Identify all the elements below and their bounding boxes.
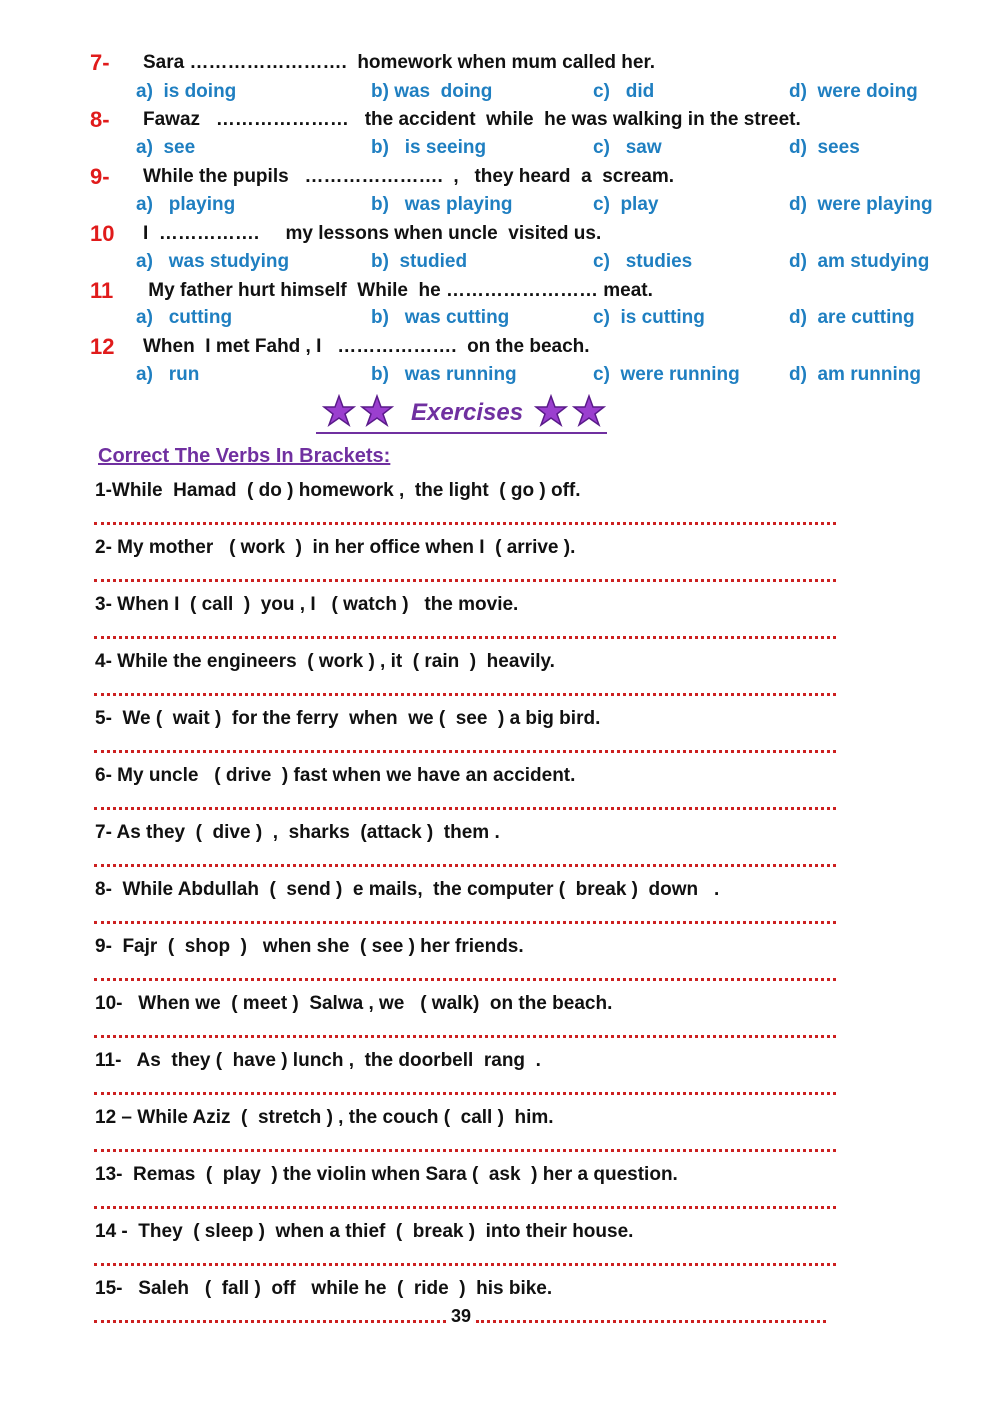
mcq-question — [0, 219, 992, 249]
exercises-heading — [316, 392, 607, 434]
question-text: While the pupils …………………. , they heard a scream. — [143, 166, 675, 187]
mcq-options — [0, 361, 992, 389]
exercise-sentence: 3- When I ( call ) you , I ( watch ) the movie. — [95, 594, 519, 615]
answer-line[interactable] — [94, 746, 836, 753]
option-d[interactable]: d) am running — [789, 364, 921, 385]
mcq-question — [0, 48, 992, 78]
option-a[interactable]: a) cutting — [136, 307, 233, 328]
question-number: 11 — [90, 278, 114, 303]
star-icon — [360, 394, 394, 428]
question-number: 7- — [90, 50, 110, 75]
question-number: 9- — [90, 164, 110, 189]
option-c[interactable]: c) studies — [593, 251, 693, 272]
exercise-sentence: 13- Remas ( play ) the violin when Sara ( ask ) her a question. — [95, 1164, 678, 1185]
mcq-question — [0, 332, 992, 362]
question-text: My father hurt himself While he …………………… meat. — [143, 280, 653, 301]
star-icon — [322, 394, 356, 428]
exercise-sentence: 9- Fajr ( shop ) when she ( see ) her friends. — [95, 936, 524, 957]
answer-line-left[interactable] — [94, 1320, 446, 1323]
option-a[interactable]: a) was studying — [136, 251, 290, 272]
question-number: 8- — [90, 107, 110, 132]
option-b[interactable]: b) was running — [371, 364, 517, 385]
option-c[interactable]: c) did — [593, 81, 655, 102]
mcq-options — [0, 78, 992, 106]
answer-line[interactable] — [94, 1145, 836, 1152]
section-title: Correct The Verbs In Brackets: — [98, 445, 391, 467]
page-number: 39 — [450, 1306, 472, 1326]
option-d[interactable]: d) sees — [789, 137, 860, 158]
answer-line[interactable] — [94, 632, 836, 639]
answer-line[interactable] — [94, 803, 836, 810]
exercise-sentence: 1-While Hamad ( do ) homework , the light ( go ) off. — [95, 480, 581, 501]
option-b[interactable]: b) was playing — [371, 194, 513, 215]
question-text: Sara ……………………. homework when mum called her. — [143, 52, 656, 73]
mcq-question — [0, 162, 992, 192]
question-text: When I met Fahd , I ………………. on the beach. — [143, 336, 590, 357]
exercise-sentence: 14 - They ( sleep ) when a thief ( break ) into their house. — [95, 1221, 634, 1242]
question-number: 10 — [90, 221, 115, 246]
star-icon — [534, 394, 568, 428]
option-b[interactable]: b) was cutting — [371, 307, 510, 328]
option-d[interactable]: d) am studying — [789, 251, 930, 272]
mcq-question — [0, 276, 992, 306]
exercise-sentence: 11- As they ( have ) lunch , the doorbell rang . — [95, 1050, 541, 1071]
mcq-question — [0, 105, 992, 135]
option-a[interactable]: a) see — [136, 137, 196, 158]
question-text: Fawaz ………………… the accident while he was walking in the street. — [143, 109, 801, 130]
exercise-sentence: 4- While the engineers ( work ) , it ( rain ) heavily. — [95, 651, 555, 672]
option-c[interactable]: c) saw — [593, 137, 662, 158]
exercise-sentence: 8- While Abdullah ( send ) e mails, the computer ( break ) down . — [95, 879, 720, 900]
option-d[interactable]: d) are cutting — [789, 307, 915, 328]
exercise-sentence: 12 – While Aziz ( stretch ) , the couch ( call ) him. — [95, 1107, 554, 1128]
star-icon — [572, 394, 606, 428]
exercise-sentence: 7- As they ( dive ) , sharks (attack ) them . — [95, 822, 500, 843]
exercise-sentence: 6- My uncle ( drive ) fast when we have an accident. — [95, 765, 576, 786]
answer-line[interactable] — [94, 917, 836, 924]
exercise-sentence: 2- My mother ( work ) in her office when I ( arrive ). — [95, 537, 576, 558]
answer-line[interactable] — [94, 1259, 836, 1266]
question-text: I ……………. my lessons when uncle visited us. — [143, 223, 602, 244]
mcq-options — [0, 304, 992, 332]
option-b[interactable]: b) was doing — [371, 81, 493, 102]
option-c[interactable]: c) play — [593, 194, 659, 215]
exercise-sentence: 5- We ( wait ) for the ferry when we ( see ) a big bird. — [95, 708, 601, 729]
option-a[interactable]: a) playing — [136, 194, 236, 215]
answer-line[interactable] — [94, 974, 836, 981]
answer-line-right[interactable] — [476, 1320, 826, 1323]
answer-line[interactable] — [94, 1088, 836, 1095]
answer-line[interactable] — [94, 518, 836, 525]
mcq-options — [0, 134, 992, 162]
option-b[interactable]: b) is seeing — [371, 137, 487, 158]
mcq-options — [0, 248, 992, 276]
answer-line[interactable] — [94, 860, 836, 867]
exercises-title: Exercises — [411, 399, 524, 426]
option-b[interactable]: b) studied — [371, 251, 468, 272]
answer-line[interactable] — [94, 575, 836, 582]
option-d[interactable]: d) were doing — [789, 81, 918, 102]
answer-line[interactable] — [94, 1031, 836, 1038]
question-number: 12 — [90, 334, 115, 359]
last-answer-line[interactable] — [94, 1304, 836, 1330]
option-c[interactable]: c) were running — [593, 364, 740, 385]
exercise-sentence: 15- Saleh ( fall ) off while he ( ride ) his bike. — [95, 1278, 553, 1299]
option-a[interactable]: a) is doing — [136, 81, 237, 102]
mcq-options — [0, 191, 992, 219]
answer-line[interactable] — [94, 1202, 836, 1209]
option-a[interactable]: a) run — [136, 364, 200, 385]
exercise-sentence: 10- When we ( meet ) Salwa , we ( walk) on the beach. — [95, 993, 613, 1014]
option-d[interactable]: d) were playing — [789, 194, 933, 215]
answer-line[interactable] — [94, 689, 836, 696]
option-c[interactable]: c) is cutting — [593, 307, 705, 328]
